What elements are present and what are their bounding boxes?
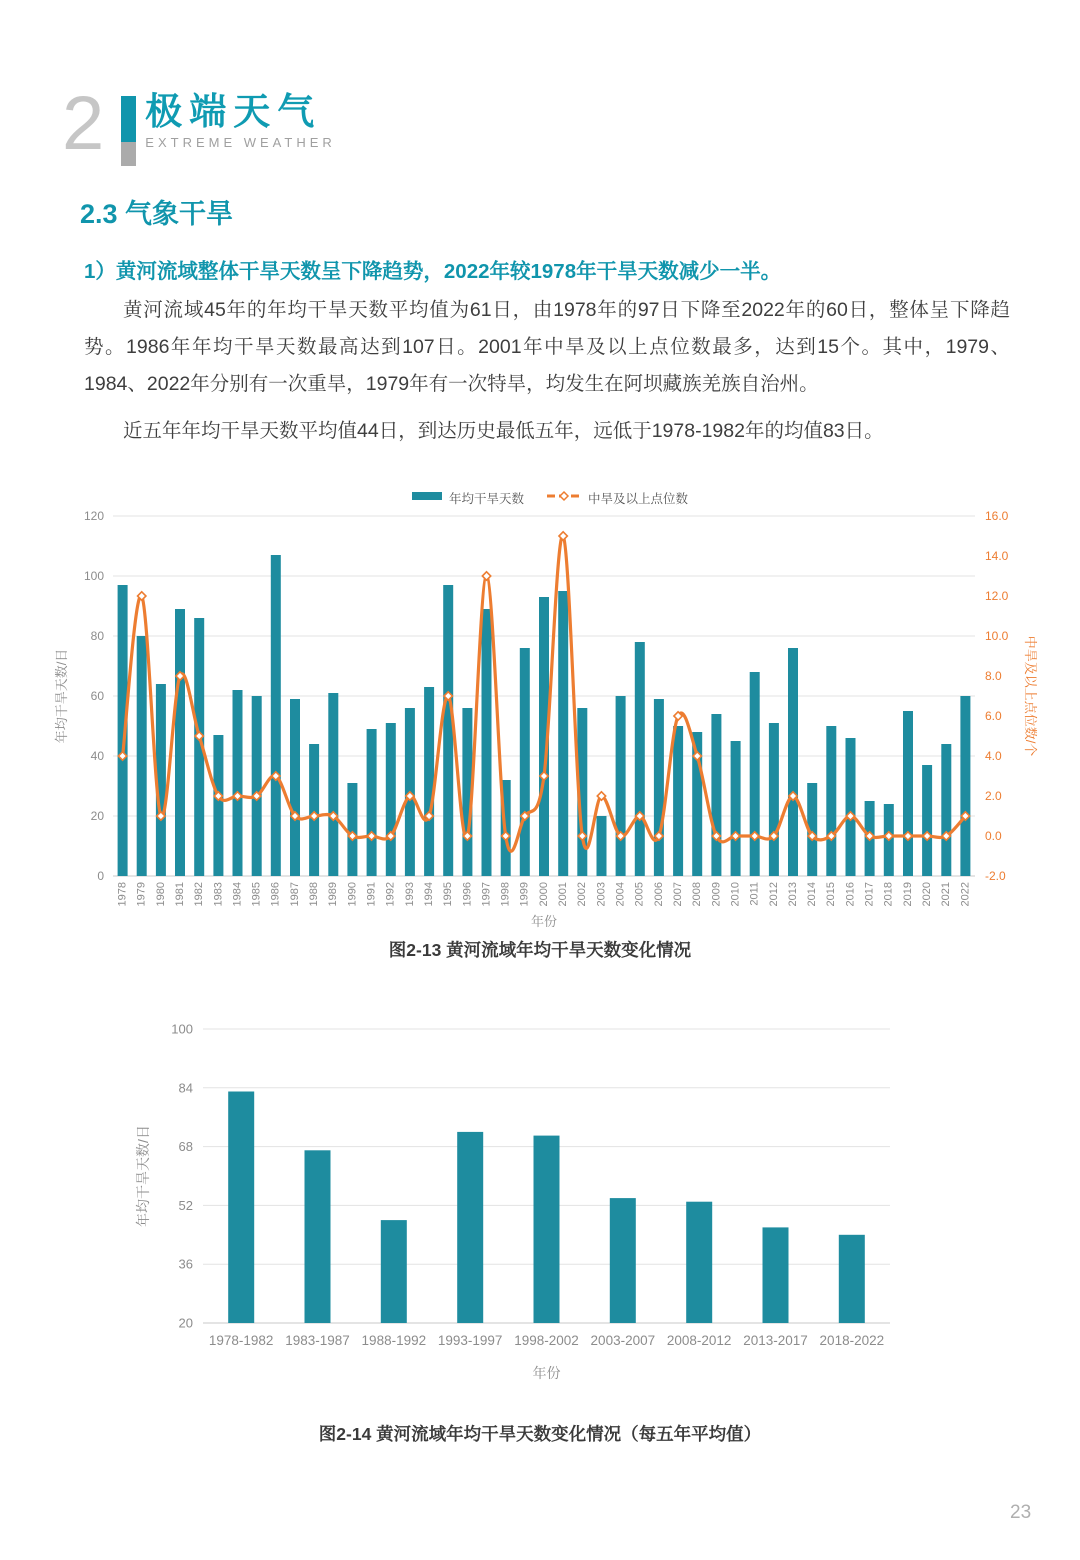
x-tick-label: 2013: [786, 881, 799, 907]
bar: [610, 1198, 636, 1323]
x-tick-label: 2014: [806, 882, 819, 907]
bar: [381, 1220, 407, 1323]
y-tick-label-left: 100: [83, 569, 104, 583]
x-tick-label: 2017: [863, 881, 876, 907]
x-tick-label: 1993-1997: [437, 1333, 503, 1348]
bar: [482, 609, 492, 876]
y-tick-label: 100: [171, 1021, 193, 1037]
x-tick-label: 2008: [691, 881, 704, 907]
paragraph-2: 近五年年均干旱天数平均值44日，到达历史最低五年，远低于1978-1982年的均值83日。: [123, 420, 884, 442]
x-tick-label: 2021: [940, 882, 953, 907]
y-tick-label-left: 120: [83, 509, 104, 523]
x-tick-label: 2018-2022: [819, 1333, 885, 1348]
bar: [922, 765, 932, 876]
bar: [635, 642, 645, 876]
x-axis-labels: [209, 1333, 884, 1348]
x-tick-label: 1983-1987: [285, 1333, 350, 1348]
x-tick-label: 2009: [710, 882, 723, 907]
x-tick-label: 2003-2007: [590, 1333, 656, 1348]
y-tick-label-right: 4.0: [985, 749, 1002, 763]
x-tick-label: 1984: [231, 881, 244, 907]
x-tick-label: 1988: [308, 881, 321, 907]
y-tick-label-left: 20: [90, 809, 104, 823]
bar: [137, 636, 147, 876]
chapter-header: [62, 81, 336, 166]
bar: [711, 714, 721, 876]
bar: [233, 690, 243, 876]
bar: [654, 699, 664, 876]
y-tick-label: 20: [178, 1315, 193, 1331]
y-tick-label: 52: [178, 1197, 193, 1213]
x-tick-label: 1999: [518, 881, 531, 907]
legend-label-bar: 年均干旱天数: [449, 492, 525, 506]
bar-series-five-year-average: [228, 1092, 865, 1324]
x-tick-label: 2022: [959, 881, 972, 907]
x-tick-label: 2020: [921, 881, 934, 907]
x-tick-label: 1979: [135, 881, 148, 907]
x-tick-label: 2013-2017: [743, 1333, 808, 1348]
bar: [597, 816, 607, 876]
y-tick-label-right: -2.0: [985, 869, 1006, 883]
x-tick-label: 2002: [576, 881, 589, 907]
bar: [903, 711, 913, 876]
x-tick-label: 2008-2012: [666, 1333, 732, 1348]
x-tick-label: 1986: [269, 881, 282, 907]
x-tick-label: 1998: [499, 882, 512, 907]
legend: [412, 491, 689, 506]
bar: [763, 1227, 789, 1323]
bar: [686, 1202, 712, 1323]
x-tick-label: 2011: [748, 881, 761, 906]
y-tick-label-right: 14.0: [985, 549, 1009, 563]
bar: [347, 783, 357, 876]
marker-bar-teal: [121, 96, 136, 142]
y-tick-label: 36: [178, 1256, 193, 1272]
x-tick-label: 1988-1992: [361, 1333, 427, 1348]
figure-2-13-svg: [50, 480, 1040, 932]
page-number: 23: [1010, 1502, 1032, 1523]
bar: [616, 696, 626, 876]
y-tick-label-right: 6.0: [985, 709, 1002, 723]
x-tick-label: 2005: [633, 882, 646, 907]
y-axis-ticks: [171, 1022, 193, 1331]
chapter-number: 2: [62, 81, 105, 166]
legend-label-line: 中旱及以上点位数: [588, 492, 689, 506]
x-tick-label: 1980: [154, 882, 167, 907]
y-axis-title-right: 中旱及以上点位数/个: [1023, 635, 1038, 757]
figure-2-13-combo-chart: [50, 480, 1040, 932]
bar: [424, 687, 434, 876]
x-tick-label: 2007: [672, 882, 685, 907]
bar: [941, 744, 951, 876]
y-tick-label: 68: [178, 1139, 193, 1155]
bar: [960, 696, 970, 876]
x-tick-label: 1985: [250, 882, 263, 907]
y-axis-title: 年均干旱天数/日: [135, 1125, 151, 1227]
y-axis-right-ticks: [985, 509, 1009, 883]
bar: [826, 726, 836, 876]
figure-2-14-svg: [118, 1000, 930, 1412]
figure-2-14-caption: 图2-14 黄河流域年均干旱天数变化情况（每五年平均值）: [318, 1424, 762, 1444]
x-tick-label: 1992: [384, 882, 397, 907]
x-tick-label: 1993: [403, 881, 416, 907]
bar: [309, 744, 319, 876]
x-tick-label: 1989: [327, 882, 340, 907]
figure-2-14-bar-chart: [118, 1000, 930, 1412]
x-tick-label: 1995: [442, 881, 455, 907]
bar: [367, 729, 377, 876]
y-tick-label-right: 0.0: [985, 829, 1002, 843]
bar: [228, 1092, 254, 1324]
x-tick-label: 2018: [882, 882, 895, 907]
x-tick-label: 2000: [537, 882, 550, 907]
x-tick-label: 1982: [193, 882, 206, 907]
marker-bar-gray: [121, 142, 136, 166]
x-tick-label: 1978-1982: [208, 1333, 274, 1348]
x-tick-label: 1994: [423, 882, 436, 907]
x-tick-label: 2015: [825, 881, 838, 907]
x-tick-label: 1997: [480, 881, 493, 907]
y-tick-label-right: 12.0: [985, 589, 1009, 603]
x-tick-label: 1991: [365, 882, 378, 907]
line-marker: [482, 572, 490, 580]
x-tick-label: 2010: [729, 882, 742, 907]
section-title: 2.3 气象干旱: [80, 199, 234, 229]
bar: [731, 741, 741, 876]
y-tick-label-right: 2.0: [985, 789, 1002, 803]
x-tick-label: 1978: [116, 882, 129, 907]
x-tick-label: 1983: [212, 882, 225, 907]
bar: [673, 726, 683, 876]
bar: [290, 699, 300, 876]
x-tick-label: 2012: [767, 882, 780, 907]
bar: [558, 591, 568, 876]
bar: [520, 648, 530, 876]
bar: [443, 585, 453, 876]
y-tick-label-right: 8.0: [985, 669, 1002, 683]
bar: [328, 693, 338, 876]
x-tick-label: 1987: [288, 882, 301, 907]
bar: [788, 648, 798, 876]
y-tick-label: 84: [178, 1080, 193, 1096]
x-tick-label: 1996: [461, 882, 474, 907]
y-axis-left-ticks: [84, 509, 104, 883]
bar: [213, 735, 223, 876]
x-axis-labels: [117, 882, 972, 907]
bar: [839, 1235, 865, 1323]
y-tick-label-left: 0: [97, 869, 104, 883]
bar-series-annual-drought-days: [118, 555, 971, 876]
chapter-title: 极端天气: [145, 91, 322, 132]
x-tick-label: 2006: [652, 881, 665, 907]
legend-swatch-bar: [412, 492, 442, 500]
x-axis-title: 年份: [530, 914, 558, 929]
x-tick-label: 1981: [173, 881, 186, 907]
y-tick-label-left: 40: [90, 749, 104, 763]
chapter-titles: [145, 92, 336, 150]
bar: [846, 738, 856, 876]
bar: [175, 609, 185, 876]
y-tick-label-left: 80: [90, 629, 104, 643]
bar: [769, 723, 779, 876]
y-tick-label-left: 60: [90, 689, 104, 703]
x-tick-label: 2001: [557, 882, 570, 907]
x-tick-label: 2003: [595, 882, 608, 907]
bar: [534, 1136, 560, 1323]
x-axis-title: 年份: [532, 1365, 561, 1381]
bar: [750, 672, 760, 876]
bar: [457, 1132, 483, 1323]
x-tick-label: 1990: [346, 881, 359, 907]
body-text: [84, 292, 1010, 460]
bar: [252, 696, 262, 876]
chapter-marker-bar: [121, 96, 136, 166]
point-heading: 1）黄河流域整体干旱天数呈下降趋势，2022年较1978年干旱天数减少一半。: [84, 260, 782, 283]
legend-marker: [560, 492, 568, 500]
x-tick-label: 1998-2002: [514, 1333, 579, 1348]
x-tick-label: 2019: [901, 882, 914, 907]
y-tick-label-right: 16.0: [985, 509, 1009, 523]
paragraph-1: 黄河流域45年的年均干旱天数平均值为61日，由1978年的97日下降至2022年的60日，整体呈下降趋势。1986年年均干旱天数最高达到107日。2001年中旱及以上点位数最多，达到15个。其中，1979、1984、2022年分别有一次重旱，1979年有一次特旱，均发生在阿坝藏族羌族自治州。: [84, 299, 1010, 395]
chapter-subtitle: EXTREME WEATHER: [145, 135, 336, 150]
y-axis-title-left: 年均干旱天数/日: [54, 648, 69, 744]
x-tick-label: 2004: [614, 881, 627, 907]
bar: [386, 723, 396, 876]
bar: [271, 555, 281, 876]
x-tick-label: 2016: [844, 882, 857, 907]
bar: [305, 1150, 331, 1323]
y-tick-label-right: 10.0: [985, 629, 1009, 643]
figure-2-13-caption: 图2-13 黄河流域年均干旱天数变化情况: [388, 940, 692, 960]
